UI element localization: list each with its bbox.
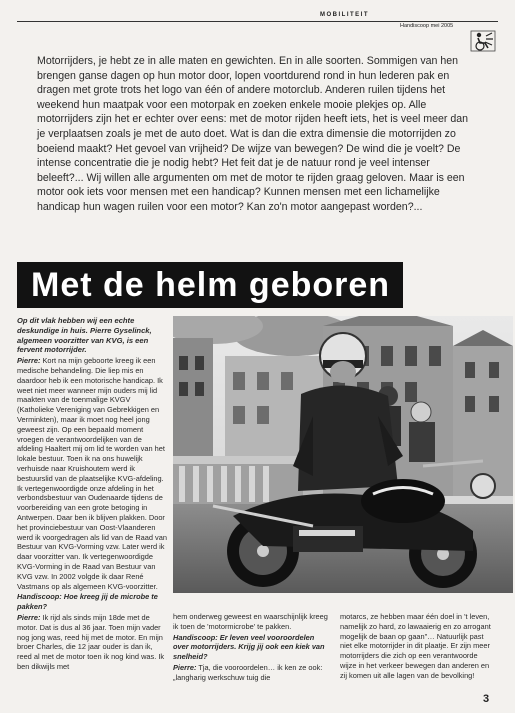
question-paragraph: Handiscoop: Er leven veel vooroordelen over motorrijders. Krijg jij ook een kiek van snelheid? — [173, 632, 325, 662]
answer-paragraph — [17, 356, 167, 591]
section-label: MOBILITEIT — [320, 12, 369, 18]
intro-paragraph: Motorrijders, je hebt ze in alle maten en gewichten. En in alle soorten. Sommigen van hen brengen ganse dagen op hun motor door, lopen voortdurend rond in hun lederen pak en dragen met grote trots het logo van één of andere motorclub. Anderen ruilen tijdens het weekend hun maatpak voor een motorpak en zoeken enkele mooie plekjes op. Alle motorrijders zijn het er echter over eens: met de motor rijden heeft iets, het is veel meer dan je verplaatsen zoals je met de auto doet. Wat is dan die extra dimensie die motorrijden zo boeiend maakt? Het gevoel van vrijheid? De wijze van bewegen? De wind die je voelt? De intense concentratie die je nodig hebt? Het feit dat je de natuur rond je veel intenser beleeft?... Wij willen alle argumenten om met de motor te rijden graag geloven. Maar is een motor ook iets voor mensen met een handicap? Kunnen mensen met een lichamelijke handicap hun wagen ruilen voor een motor? Kan zo'n motor aangepast worden?... — [37, 55, 469, 213]
speaker-label: Pierre: — [17, 356, 41, 366]
article-photo — [173, 316, 513, 593]
wheelchair-person-icon — [470, 30, 496, 52]
article-column-middle — [173, 612, 329, 684]
answer-paragraph — [173, 663, 329, 683]
issue-label: Handiscoop mei 2005 — [400, 23, 454, 29]
question-paragraph: Handiscoop: Hoe kreeg jij de microbe te pakken? — [17, 592, 158, 612]
speaker-label: Pierre: — [17, 612, 41, 622]
speaker-label: Pierre: — [173, 662, 197, 672]
article-column-left — [17, 316, 167, 673]
article-title: Met de helm geboren — [17, 262, 403, 308]
answer-paragraph — [17, 613, 167, 672]
page-number: 3 — [483, 693, 490, 705]
answer-text: Tja, die vooroordelen… ik ken ze ook: „langharig werkschuw tuig die — [173, 662, 323, 682]
answer-text: Kort na mijn geboorte kreeg ik een medische behandeling. Die liep mis en daardoor heb ik een motorische handicap. Ik weet niet meer wanneer mijn ouders mij lid maakten van de toenmalige KVGV (Katholieke Vereniging van Gebrekkigen en Verminkten), maar ik moet nog heel jong geweest zijn. Op een bepaald moment vroegen de verantwoordelijken van de afdeling Haaltert mij om lid te worden van het lokale bestuur. Toen ik na ons huwelijk verhuisde naar Kruishoutem werd ik bestuurslid van de plaatselijke KVG-afdeling. Ik vertegenwoordigde onze afdeling in het verbondsbestuur van Oudenaarde tijdens de voorbereiding van een grote betoging in Antwerpen. Daar ben ik blijven plakken. Door het provinciebestuur van Oost-Vlaanderen werd ik voorgedragen als lid van de Raad van Bestuur van KVG-Vorming vzw. Later werd ik daar voorzitter van. Ik vertegenwoordigde KVG-Vorming in de Raad van Bestuur van KVG vzw. In 2002 volgde ik daar René Vastmans op als algemeen KVG-voorzitter. — [17, 356, 167, 591]
answer-text: Ik rijd als sinds mijn 18de met de motor. Dat is dus al 36 jaar. Toen mijn vader nog jong was, reed hij met de motor. En mijn broer Charles, die 12 jaar ouder is dan ik, reed al met de motor toen ik nog kind was. Ik ben dikwijls met — [17, 612, 165, 671]
answer-continuation: hem onderweg geweest en waarschijnlijk kreeg ik toen de 'motormicrobe' te pakken. — [173, 612, 328, 631]
lead-paragraph: Op dit vlak hebben wij een echte deskundige in huis. Pierre Gyselinck, algemeen voorzitter van KVG, is een fervent motorrijder. — [17, 316, 152, 355]
header-rule — [17, 21, 498, 22]
answer-continuation: motarcs, ze hebben maar één doel in 't leven, namelijk zo hard, zo lawaaierig en zo arrogant mogelijk de baan op gaan"… Natuurlijk past niet elke motorrijder in dit plaatje. Er zijn meer motorrijders die zich op een verantwoorde wijze in het verkeer bewegen dan anderen en zij komen uit alle lagen van de bevolking! — [340, 612, 491, 680]
article-column-right — [340, 612, 496, 682]
